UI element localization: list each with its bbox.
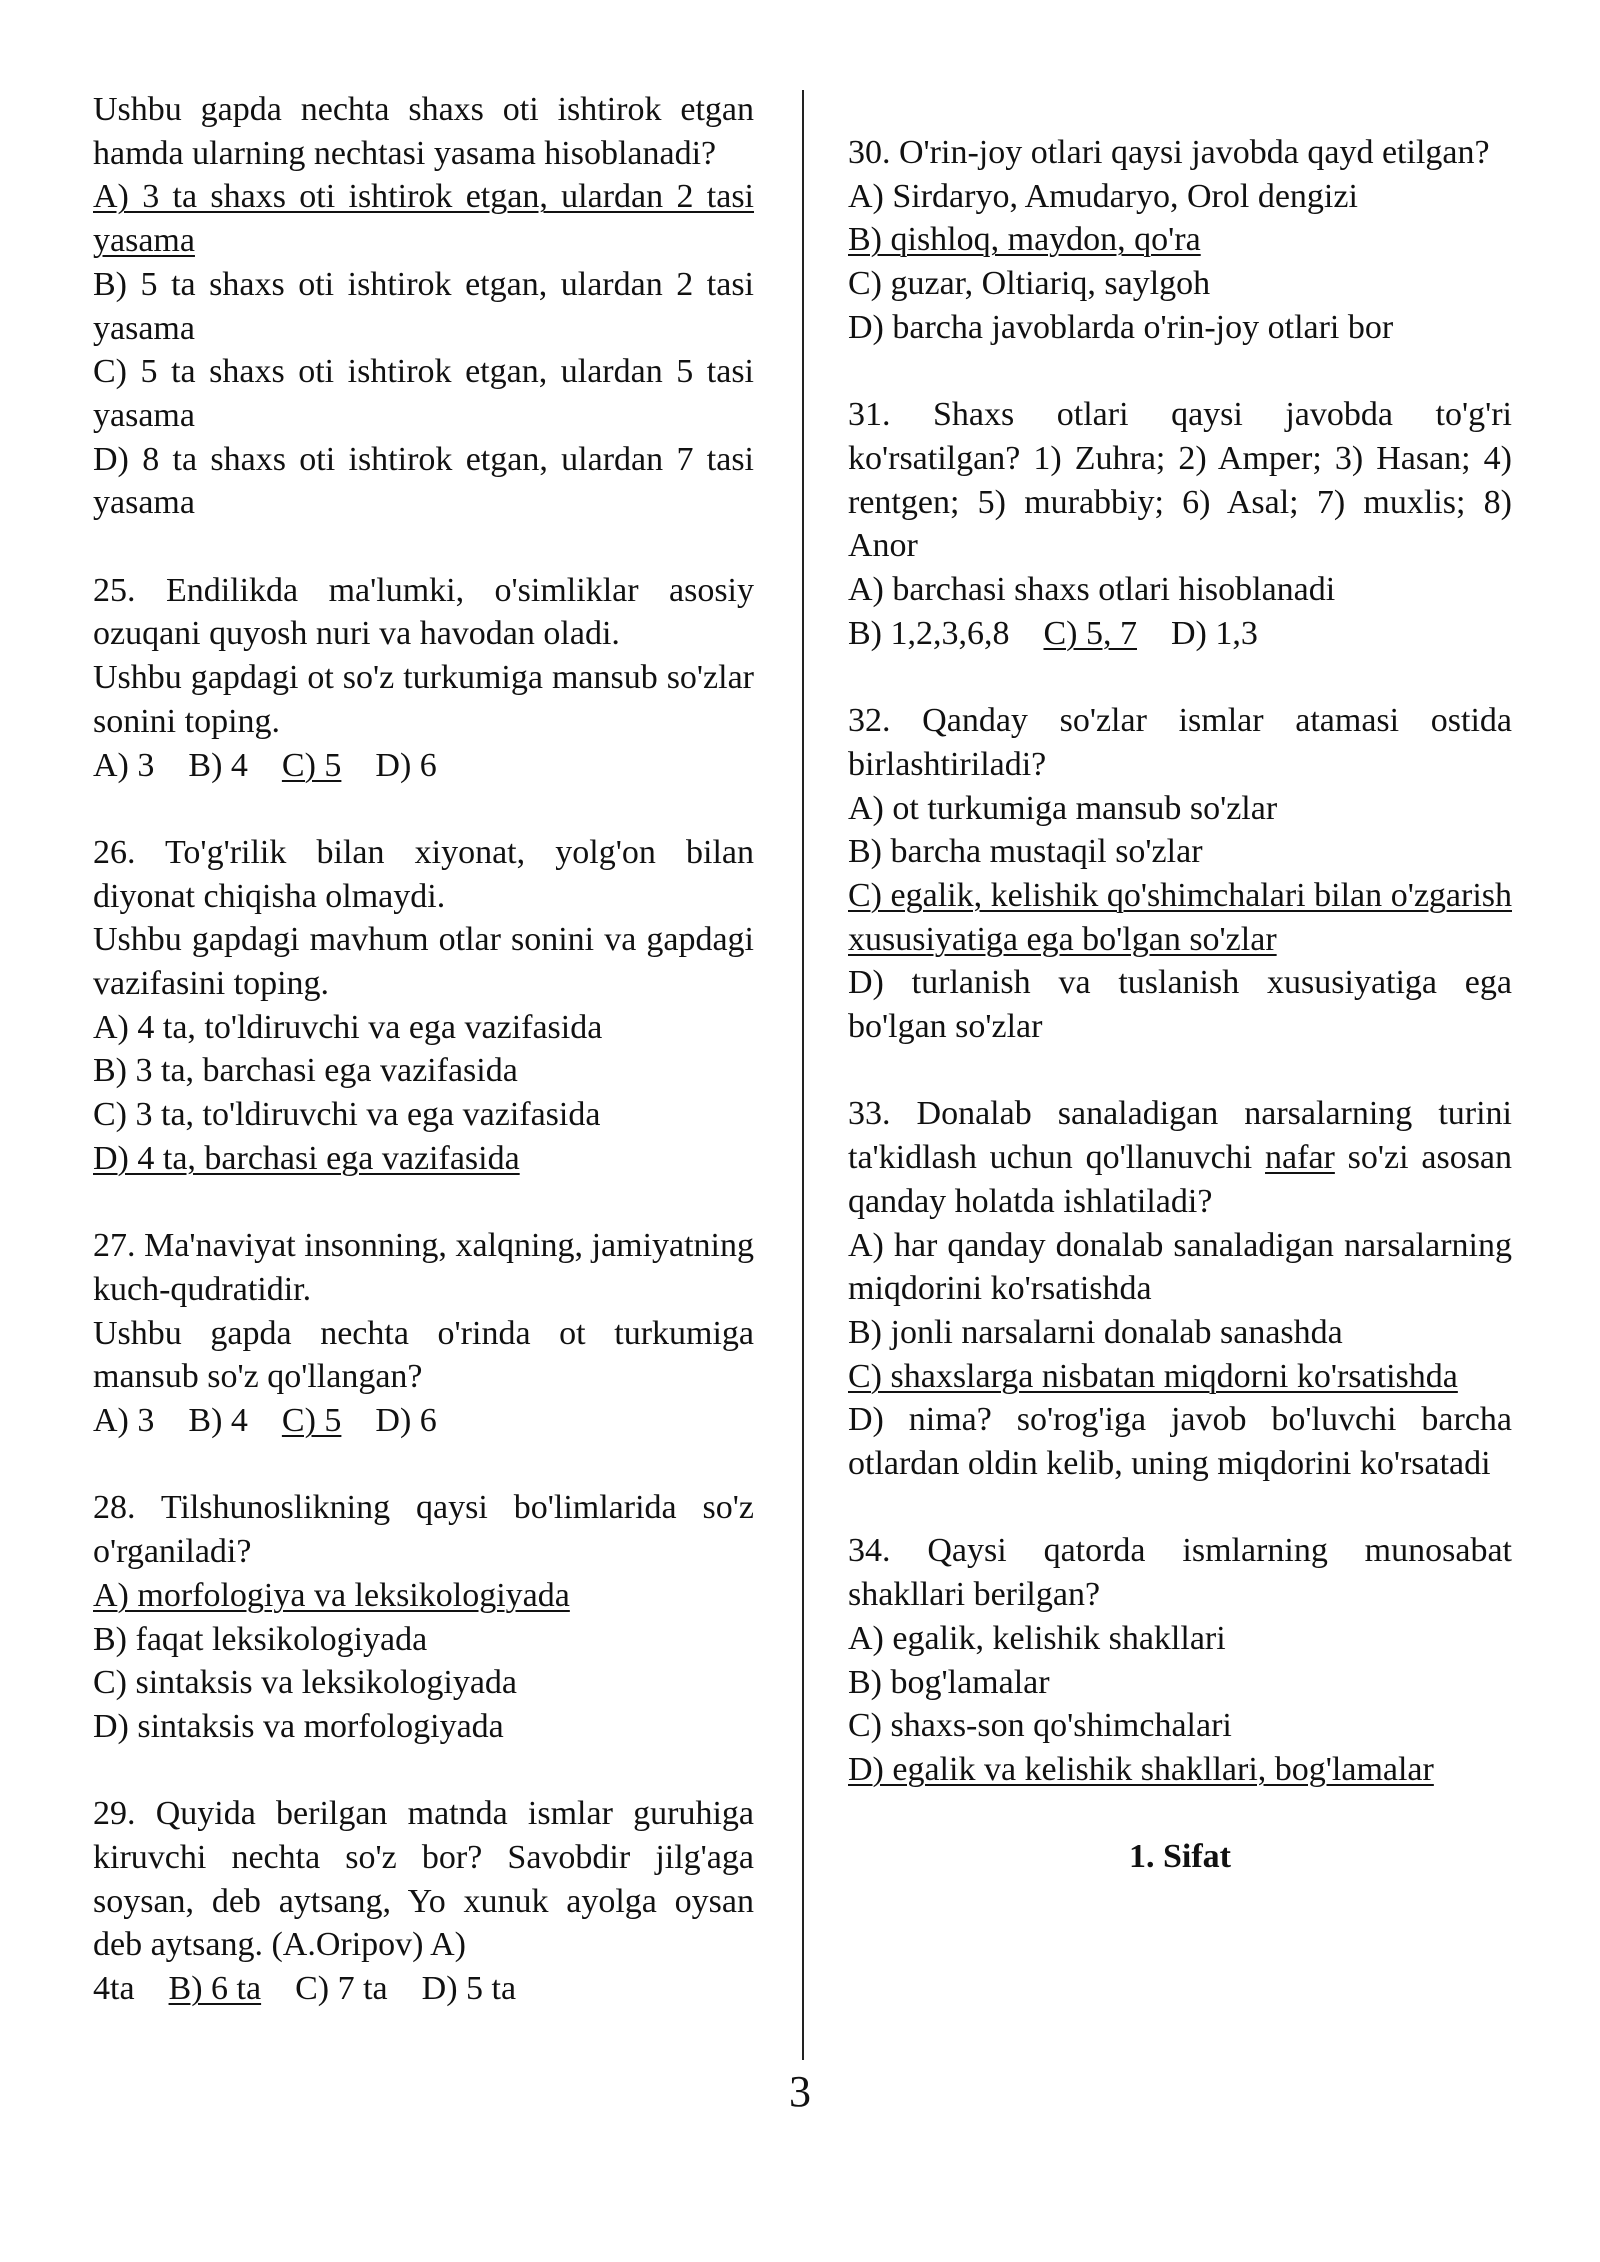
question-33-text-start: 33. Donalab sanaladigan narsalarning turini ta'kidlash uchun qo'llanuvchi [848, 1095, 1512, 1177]
page-number: 3 [789, 2067, 811, 2116]
answer-26-d [93, 1137, 754, 1181]
answer-30-a: A) Sirdaryo, Amudaryo, Orol dengizi [848, 177, 1358, 215]
answer-30-c: C) guzar, Oltiariq, saylgoh [848, 265, 1211, 303]
answer-29-c: C) 7 ta [295, 1970, 388, 2008]
left-column [93, 88, 754, 2011]
question-33-text-end: so'zi asosan qanday holatda ishlatiladi? [848, 1139, 1513, 1220]
answer-25-b: B) 4 [188, 746, 248, 784]
highlighted-word: nafar [1265, 1139, 1335, 1177]
question-32-text: 32. Qanday so'zlar ismlar atamasi ostida birlashtiriladi? [848, 702, 1512, 783]
column-divider [802, 90, 804, 2060]
question-26-text: 26. To'g'rilik bilan xiyonat, yolg'on bilan diyonat chiqisha olmaydi. [93, 833, 754, 915]
question-30-text: 30. O'rin-joy otlari qaysi javobda qayd etilgan? [848, 134, 1490, 171]
answer-31-a: A) barchasi shaxs otlari hisoblanadi [848, 571, 1336, 609]
answer-27-c: C) 5 [281, 1402, 342, 1440]
answers-31 [848, 612, 1512, 656]
question-33-text [848, 1092, 1512, 1223]
question-24-text: Ushbu gapda nechta shaxs oti ishtirok etgan hamda ularning nechtasi yasama hisoblanadi? [93, 91, 754, 172]
answer-32-d: D) turlanish va tuslanish xususiyatiga ega bo'lgan so'zlar [848, 964, 1512, 1046]
right-column [848, 131, 1512, 1879]
correct-answer: A) 3 ta shaxs oti ishtirok etgan, ulardan 2 tasi yasama [93, 178, 754, 260]
answer-29-d: D) 5 ta [421, 1970, 517, 2008]
answer-28-a [93, 1574, 754, 1618]
answers-25 [93, 744, 754, 788]
answer-31-d: D) 1,3 [1171, 614, 1258, 652]
answer-26-a: A) 4 ta, to'ldiruvchi va ega vazifasida [93, 1008, 603, 1046]
correct-answer: A) morfologiya va leksikologiyada [93, 1576, 570, 1614]
answer-24-c: C) 5 ta shaxs oti ishtirok etgan, ulardan 5 tasi yasama [93, 353, 754, 434]
answer-28-b: B) faqat leksikologiyada [93, 1620, 428, 1658]
answer-34-d [848, 1748, 1512, 1792]
answer-26-b: B) 3 ta, barchasi ega vazifasida [93, 1052, 518, 1090]
question-31-text: 31. Shaxs otlari qaysi javobda to'g'ri ko'rsatilgan? 1) Zuhra; 2) Amper; 3) Hasan; 4) rentgen; 5) murabbiy; 6) Asal; 7) muxlis; 8) Anor [848, 396, 1512, 565]
correct-answer: C) shaxslarga nisbatan miqdorni ko'rsatishda [848, 1357, 1458, 1395]
correct-answer: B) qishloq, maydon, qo'ra [848, 221, 1201, 259]
question-25-task: Ushbu gapdagi ot so'z turkumiga mansub so'zlar sonini toping. [93, 659, 754, 740]
answers-29 [93, 1967, 754, 2011]
question-28-text: 28. Tilshunoslikning qaysi bo'limlarida so'z o'rganiladi? [93, 1489, 754, 1571]
answer-27-b: B) 4 [188, 1402, 248, 1440]
correct-answer: D) egalik va kelishik shakllari, bog'lamalar [848, 1750, 1434, 1788]
answer-26-c: C) 3 ta, to'ldiruvchi va ega vazifasida [93, 1096, 601, 1134]
correct-answer: C) egalik, kelishik qo'shimchalari bilan o'zgarish xususiyatiga ega bo'lgan so'zlar [848, 876, 1512, 958]
answer-24-b: B) 5 ta shaxs oti ishtirok etgan, ulardan 2 tasi yasama [93, 265, 754, 347]
answer-27-d: D) 6 [375, 1402, 437, 1440]
answer-31-b: B) 1,2,3,6,8 [848, 614, 1010, 652]
question-27-text: 27. Ma'naviyat insonning, xalqning, jamiyatning kuch-qudratidir. [93, 1227, 754, 1308]
answer-28-d: D) sintaksis va morfologiyada [93, 1707, 504, 1745]
answers-27 [93, 1399, 754, 1443]
answer-32-b: B) barcha mustaqil so'zlar [848, 833, 1203, 871]
question-34-text: 34. Qaysi qatorda ismlarning munosabat shakllari berilgan? [848, 1532, 1512, 1614]
question-25-text: 25. Endilikda ma'lumki, o'simliklar asosiy ozuqani quyosh nuri va havodan oladi. [93, 571, 754, 653]
answer-34-a: A) egalik, kelishik shakllari [848, 1619, 1226, 1657]
section-title: 1. Sifat [1129, 1838, 1231, 1876]
answer-33-b: B) jonli narsalarni donalab sanashda [848, 1313, 1343, 1351]
answer-24-a [93, 175, 754, 262]
answer-31-c: C) 5, 7 [1043, 614, 1137, 652]
answer-25-a: A) 3 [93, 746, 155, 784]
correct-answer: D) 4 ta, barchasi ega vazifasida [93, 1139, 520, 1177]
answer-28-c: C) sintaksis va leksikologiyada [93, 1664, 518, 1702]
answer-33-a: A) har qanday donalab sanaladigan narsalarning miqdorini ko'rsatishda [848, 1226, 1512, 1308]
question-29-text: 29. Quyida berilgan matnda ismlar guruhiga kiruvchi nechta so'z bor? Savobdir jilg'aga soysan, deb aytsang, Yo xunuk ayolga oysan deb aytsang. (A.Oripov) A) [93, 1795, 754, 1964]
answer-30-d: D) barcha javoblarda o'rin-joy otlari bor [848, 308, 1394, 346]
answer-25-d: D) 6 [375, 746, 437, 784]
answer-32-a: A) ot turkumiga mansub so'zlar [848, 789, 1278, 827]
answer-33-d: D) nima? so'rog'iga javob bo'luvchi barcha otlardan oldin kelib, uning miqdorini ko'rsatadi [848, 1401, 1512, 1483]
answer-34-c: C) shaxs-son qo'shimchalari [848, 1707, 1232, 1745]
answer-33-c [848, 1355, 1512, 1399]
answer-30-b [848, 218, 1512, 262]
question-27-task: Ushbu gapda nechta o'rinda ot turkumiga mansub so'z qo'llangan? [93, 1314, 754, 1396]
answer-29-b: B) 6 ta [168, 1970, 262, 2008]
answer-32-c [848, 874, 1512, 961]
answer-25-c: C) 5 [281, 746, 342, 784]
question-26-task: Ushbu gapdagi mavhum otlar sonini va gapdagi vazifasini toping. [93, 921, 754, 1003]
answer-24-d: D) 8 ta shaxs oti ishtirok etgan, ulardan 7 tasi yasama [93, 440, 754, 522]
answer-27-a: A) 3 [93, 1402, 155, 1440]
answer-34-b: B) bog'lamalar [848, 1663, 1050, 1701]
answer-29-a: 4ta [93, 1970, 135, 2008]
